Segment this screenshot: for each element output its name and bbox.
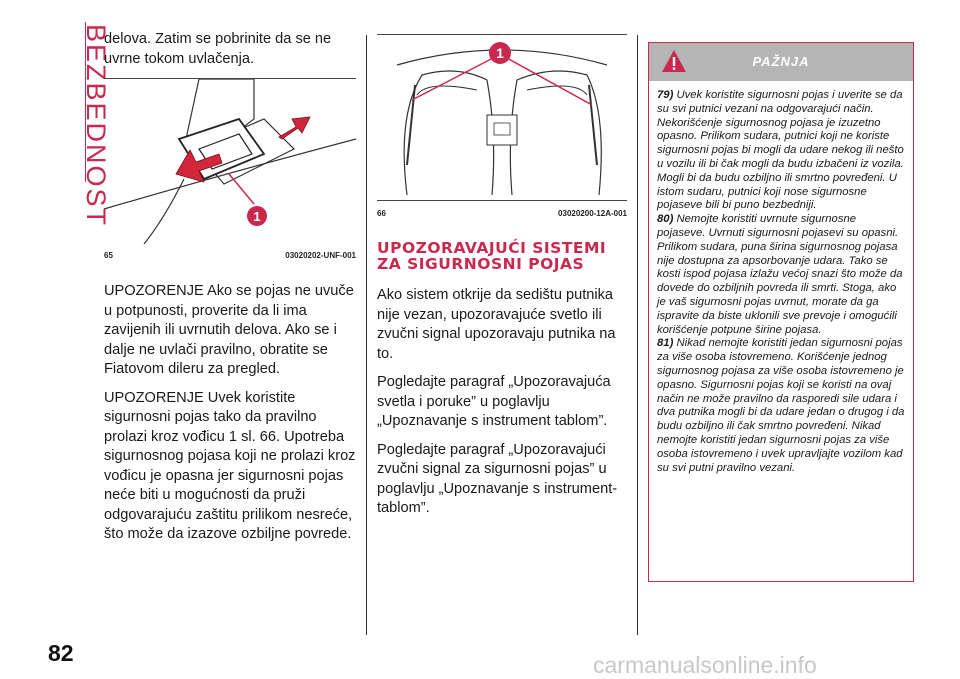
warning-text: Nemojte koristiti uvrnute sigurnosne pojaseve. Uvrnuti sigurnosni pojasevi su opasni. Prilikom sudara, puna širina sigurnosnog pojasa nije dostupna za apsorbovanje udara. Tako se kosti ispod pojasa izlažu većoj snazi što može da dovede do ozbiljnih povreda ili smrti. Stoga, ako je vaš sigurnosni pojas uvrnut, morate da ga ispravite da biste uklonili sve prevoje i omogućili korišćenje potpune širine pojasa. <box>657 213 903 336</box>
column-divider <box>637 35 638 635</box>
rear-seats-illustration <box>377 35 627 200</box>
seat-belt-buckle-illustration <box>104 79 356 244</box>
watermark: carmanualsonline.info <box>593 652 817 678</box>
paragraph-2: Pogledajte paragraf „Upozoravajuća svetla i poruke” u poglavlju „Upoznavanje s instrument tablom”. <box>377 374 611 429</box>
section-heading: UPOZORAVAJUĆI SISTEMI ZA SIGURNOSNI POJAS <box>377 239 607 273</box>
warning-item-81 <box>657 337 905 475</box>
paragraph-1: Ako sistem otkrije da sedištu putnika nije vezan, upozoravajuće svetlo ili zvučni signal upozoravaju putnika na to. <box>377 287 616 362</box>
figure-number: 66 <box>377 209 386 218</box>
warning-body <box>649 81 913 475</box>
warning-title: PAŽNJA <box>752 54 810 69</box>
section-tab: BEZBEDNOST <box>81 24 111 228</box>
marker-1: 1 <box>253 209 261 224</box>
warning-item-79 <box>657 89 905 213</box>
figure-code: 03020202-UNF-001 <box>285 251 356 260</box>
warning-number: 81) <box>657 337 674 350</box>
paragraph-3: Pogledajte paragraf „Upozoravajući zvučni signal za sigurnosni pojas” u poglavlju „Upoznavanje s instrument-tablom”. <box>377 441 618 516</box>
column-2-text <box>377 240 627 528</box>
column-1-text <box>104 282 356 554</box>
warning-item-80 <box>657 213 905 337</box>
figure-code: 03020200-12A-001 <box>558 209 627 218</box>
warning-header <box>649 43 913 81</box>
warning-box <box>648 42 914 582</box>
column-divider <box>366 35 367 635</box>
intro-text: delova. Zatim se pobrinite da se ne uvrne tokom uvlačenja. <box>104 31 332 67</box>
warning-text: Nikad nemojte koristiti jedan sigurnosni pojas za više osoba istovremeno. Korišćenje jednog sigurnosnog pojasa za više osoba istovremeno je opasno. Sigurnosni pojas koji se koristi na ovaj način ne može pravilno da rasporedi sile udara i dva putnika mogli bi da udare jedan o drugog i da budu ozbiljno ili čak smrtno povređeni. Nikad nemojte koristiti jedan sigurnosni pojas za više osoba istovremeno i uvek upravljajte vozilom kad su svi putni pravilno vezani. <box>657 337 905 474</box>
figure-65 <box>104 78 356 244</box>
page-number: 82 <box>48 640 74 666</box>
column-1 <box>104 30 356 78</box>
figure-number: 65 <box>104 251 113 260</box>
warning-number: 79) <box>657 89 674 101</box>
warning-paragraph-2: UPOZORENJE Uvek koristite sigurnosni pojas tako da pravilno prolazi kroz vođicu 1 sl. 66. Upotreba sigurnosnog pojasa koji ne prolazi kroz vođicu je opasna jer sigurnosni pojas neće biti u mogućnosti da pruži odgovarajuću zaštitu prilikom nesreće, što može da izazove ozbiljne povrede. <box>104 389 356 542</box>
warning-paragraph-1: UPOZORENJE Ako se pojas ne uvuče u potpunosti, proverite da li ima zavijenih ili uvrnutih delova. Ako se i dalje ne uvlači pravilno, obratite se Fiatovom dileru za pregled. <box>104 283 354 377</box>
figure-66 <box>377 34 627 201</box>
warning-text: Uvek koristite sigurnosni pojas i uverite se da su svi putnici vezani na odgovarajući način. Nekorišćenje sigurnosnog pojasa je izuzetno opasno. Prilikom sudara, putnici koji ne koriste sigurnosni pojas bi mogli da udare nekog ili nešto u vozilu ili bi čak mogli da budu izbačeni iz vozila. Mogli bi da budu ozbiljno ili smrtno povređeni. U istom sudaru, putnici koji nose sigurnosne pojaseve bili bi puno bezbedniji. <box>657 89 904 212</box>
marker-1: 1 <box>496 45 504 61</box>
warning-number: 80) <box>657 213 674 226</box>
